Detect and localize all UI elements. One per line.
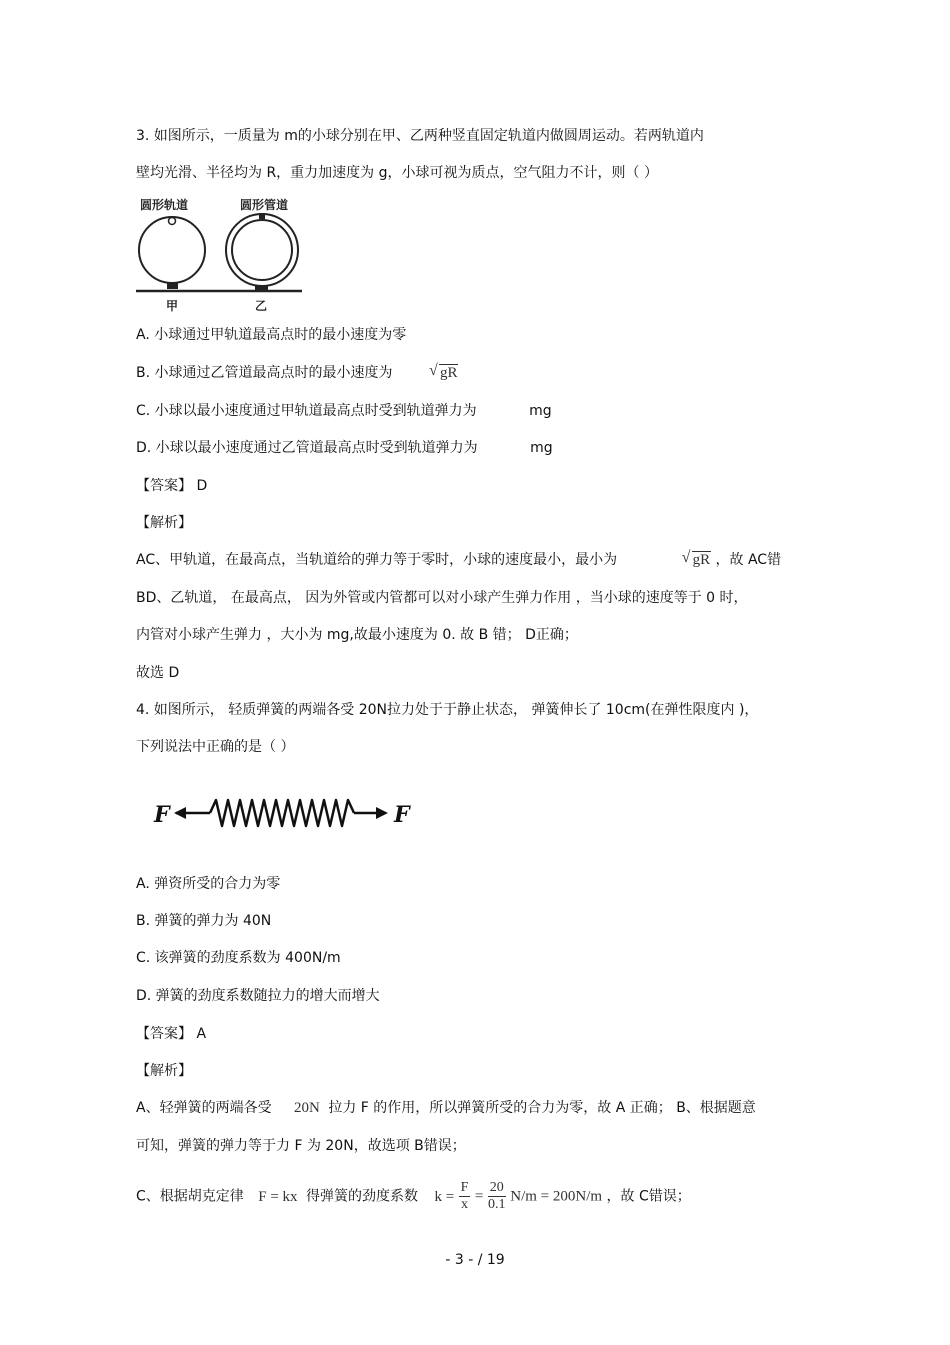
q3-analysis-sqrt: √ gR [681, 549, 711, 568]
q3-option-b-sqrt: √ gR [428, 362, 458, 381]
q3-track-figure [134, 194, 304, 316]
q3-option-c [136, 402, 552, 420]
q4-stem-line1: 4. 如图所示， 轻质弹簧的两端各受 20N拉力处于于静止状态， 弹簧伸长了 10cm(在弹性限度内 )， [136, 702, 759, 718]
q4-analysis-line2: 可知，弹簧的弹力等于力 F 为 20N，故选项 B错误； [136, 1138, 466, 1154]
q4-analysis-line3-tail: ，故 C错误； [606, 1188, 691, 1205]
q4-option-b: B. 弹簧的弹力为 40N [136, 913, 272, 929]
q3-stem-line1: 3. 如图所示，一质量为 m的小球分别在甲、乙两种竖直固定轨道内做圆周运动。若两轨道内 [136, 128, 704, 144]
q3-fig-under-right: 乙 [255, 299, 268, 313]
q4-analysis-line3 [136, 1180, 691, 1213]
q3-analysis-radicand: gR [692, 552, 711, 568]
q3-ball-tube [259, 213, 265, 219]
q4-analysis-line1-text: A、轻弹簧的两端各受 [136, 1100, 272, 1116]
q3-analysis-line1-tail: ，故 AC错 [715, 552, 782, 568]
q3-analysis-title: 【解析】 [136, 515, 192, 531]
q4-analysis-line3-text: C、根据胡克定律 [136, 1188, 244, 1205]
q4-fig-label-right: F [394, 802, 410, 828]
q3-option-b-text: B. 小球通过乙管道最高点时的最小速度为 [136, 365, 393, 381]
q4-k-result: N/m = 200N/m [510, 1188, 603, 1205]
q3-fig-label-left: 圆形轨道 [140, 198, 189, 212]
q3-option-d-value: mg [530, 440, 553, 456]
q4-analysis-title: 【解析】 [136, 1063, 192, 1079]
q3-option-c-text: C. 小球以最小速度通过甲轨道最高点时受到轨道弹力为 [136, 403, 477, 419]
q3-fig-under-left: 甲 [166, 299, 179, 313]
q3-stand-left [167, 283, 178, 289]
q4-arrow-right-head [376, 807, 388, 819]
q3-stem-line2: 壁均光滑、半径均为 R，重力加速度为 g，小球可视为质点，空气阻力不计，则（ ） [136, 165, 658, 181]
q4-fraction-numeric [488, 1180, 506, 1213]
q4-fraction-fx-num: F [460, 1180, 469, 1195]
q4-analysis-line3-mid: 得弹簧的劲度系数 [306, 1188, 418, 1205]
q4-option-d: D. 弹簧的劲度系数随拉力的增大而增大 [136, 988, 380, 1004]
q4-arrow-left-head [174, 807, 186, 819]
q4-equals: = [474, 1188, 484, 1205]
q3-analysis-line2: BD、乙轨道， 在最高点， 因为外管或内管都可以对小球产生弹力作用 ，当小球的速度等于 0 时， [136, 590, 748, 606]
q4-option-c: C. 该弹簧的劲度系数为 400N/m [136, 950, 341, 966]
q3-fig-label-right: 圆形管道 [240, 198, 289, 212]
q3-analysis-line1 [136, 551, 781, 569]
q3-option-d [136, 439, 553, 457]
q3-option-a: A. 小球通过甲轨道最高点时的最小速度为零 [136, 327, 407, 343]
q4-spring-coil [210, 800, 354, 826]
q3-ball-track [169, 218, 176, 225]
q4-fraction-numeric-den: 0.1 [488, 1197, 506, 1212]
q3-option-d-text: D. 小球以最小速度通过乙管道最高点时受到轨道弹力为 [136, 440, 478, 456]
q4-fraction-fx-den: x [461, 1197, 469, 1212]
q3-tube-outer [226, 214, 298, 286]
q3-option-c-value: mg [529, 403, 552, 419]
q4-fraction-fx [459, 1180, 471, 1213]
q4-fig-label-left: F [154, 802, 170, 828]
q4-hooke-law: F = kx [258, 1188, 298, 1205]
q4-k-symbol: k = [434, 1188, 455, 1205]
q3-option-b-radicand: gR [439, 365, 458, 381]
page-number: - 3 - / 19 [445, 1252, 505, 1268]
q3-analysis-line3: 内管对小球产生弹力 ，大小为 mg,故最小速度为 0. 故 B 错； D正确； [136, 627, 578, 643]
q3-answer: 【答案】 D [136, 478, 208, 494]
q4-stem-line2: 下列说法中正确的是（ ） [136, 739, 295, 755]
q4-option-a: A. 弹资所受的合力为零 [136, 876, 281, 892]
q4-analysis-line1-tail: 拉力 F 的作用，所以弹簧所受的合力为零，故 A 正确； B、根据题意 [328, 1100, 756, 1116]
q4-spring-figure [150, 790, 420, 840]
q3-option-b [136, 364, 458, 382]
q4-analysis-force-value: 20N [294, 1100, 320, 1116]
q4-analysis-line1 [136, 1099, 756, 1117]
q3-circular-track [139, 217, 205, 283]
q4-answer: 【答案】 A [136, 1026, 207, 1042]
q4-fraction-numeric-num: 20 [489, 1180, 504, 1195]
q3-analysis-line1-text: AC、甲轨道，在最高点，当轨道给的弹力等于零时，小球的速度最小，最小为 [136, 552, 618, 568]
q3-tube-inner [232, 220, 292, 280]
q3-conclusion: 故选 D [136, 665, 180, 681]
